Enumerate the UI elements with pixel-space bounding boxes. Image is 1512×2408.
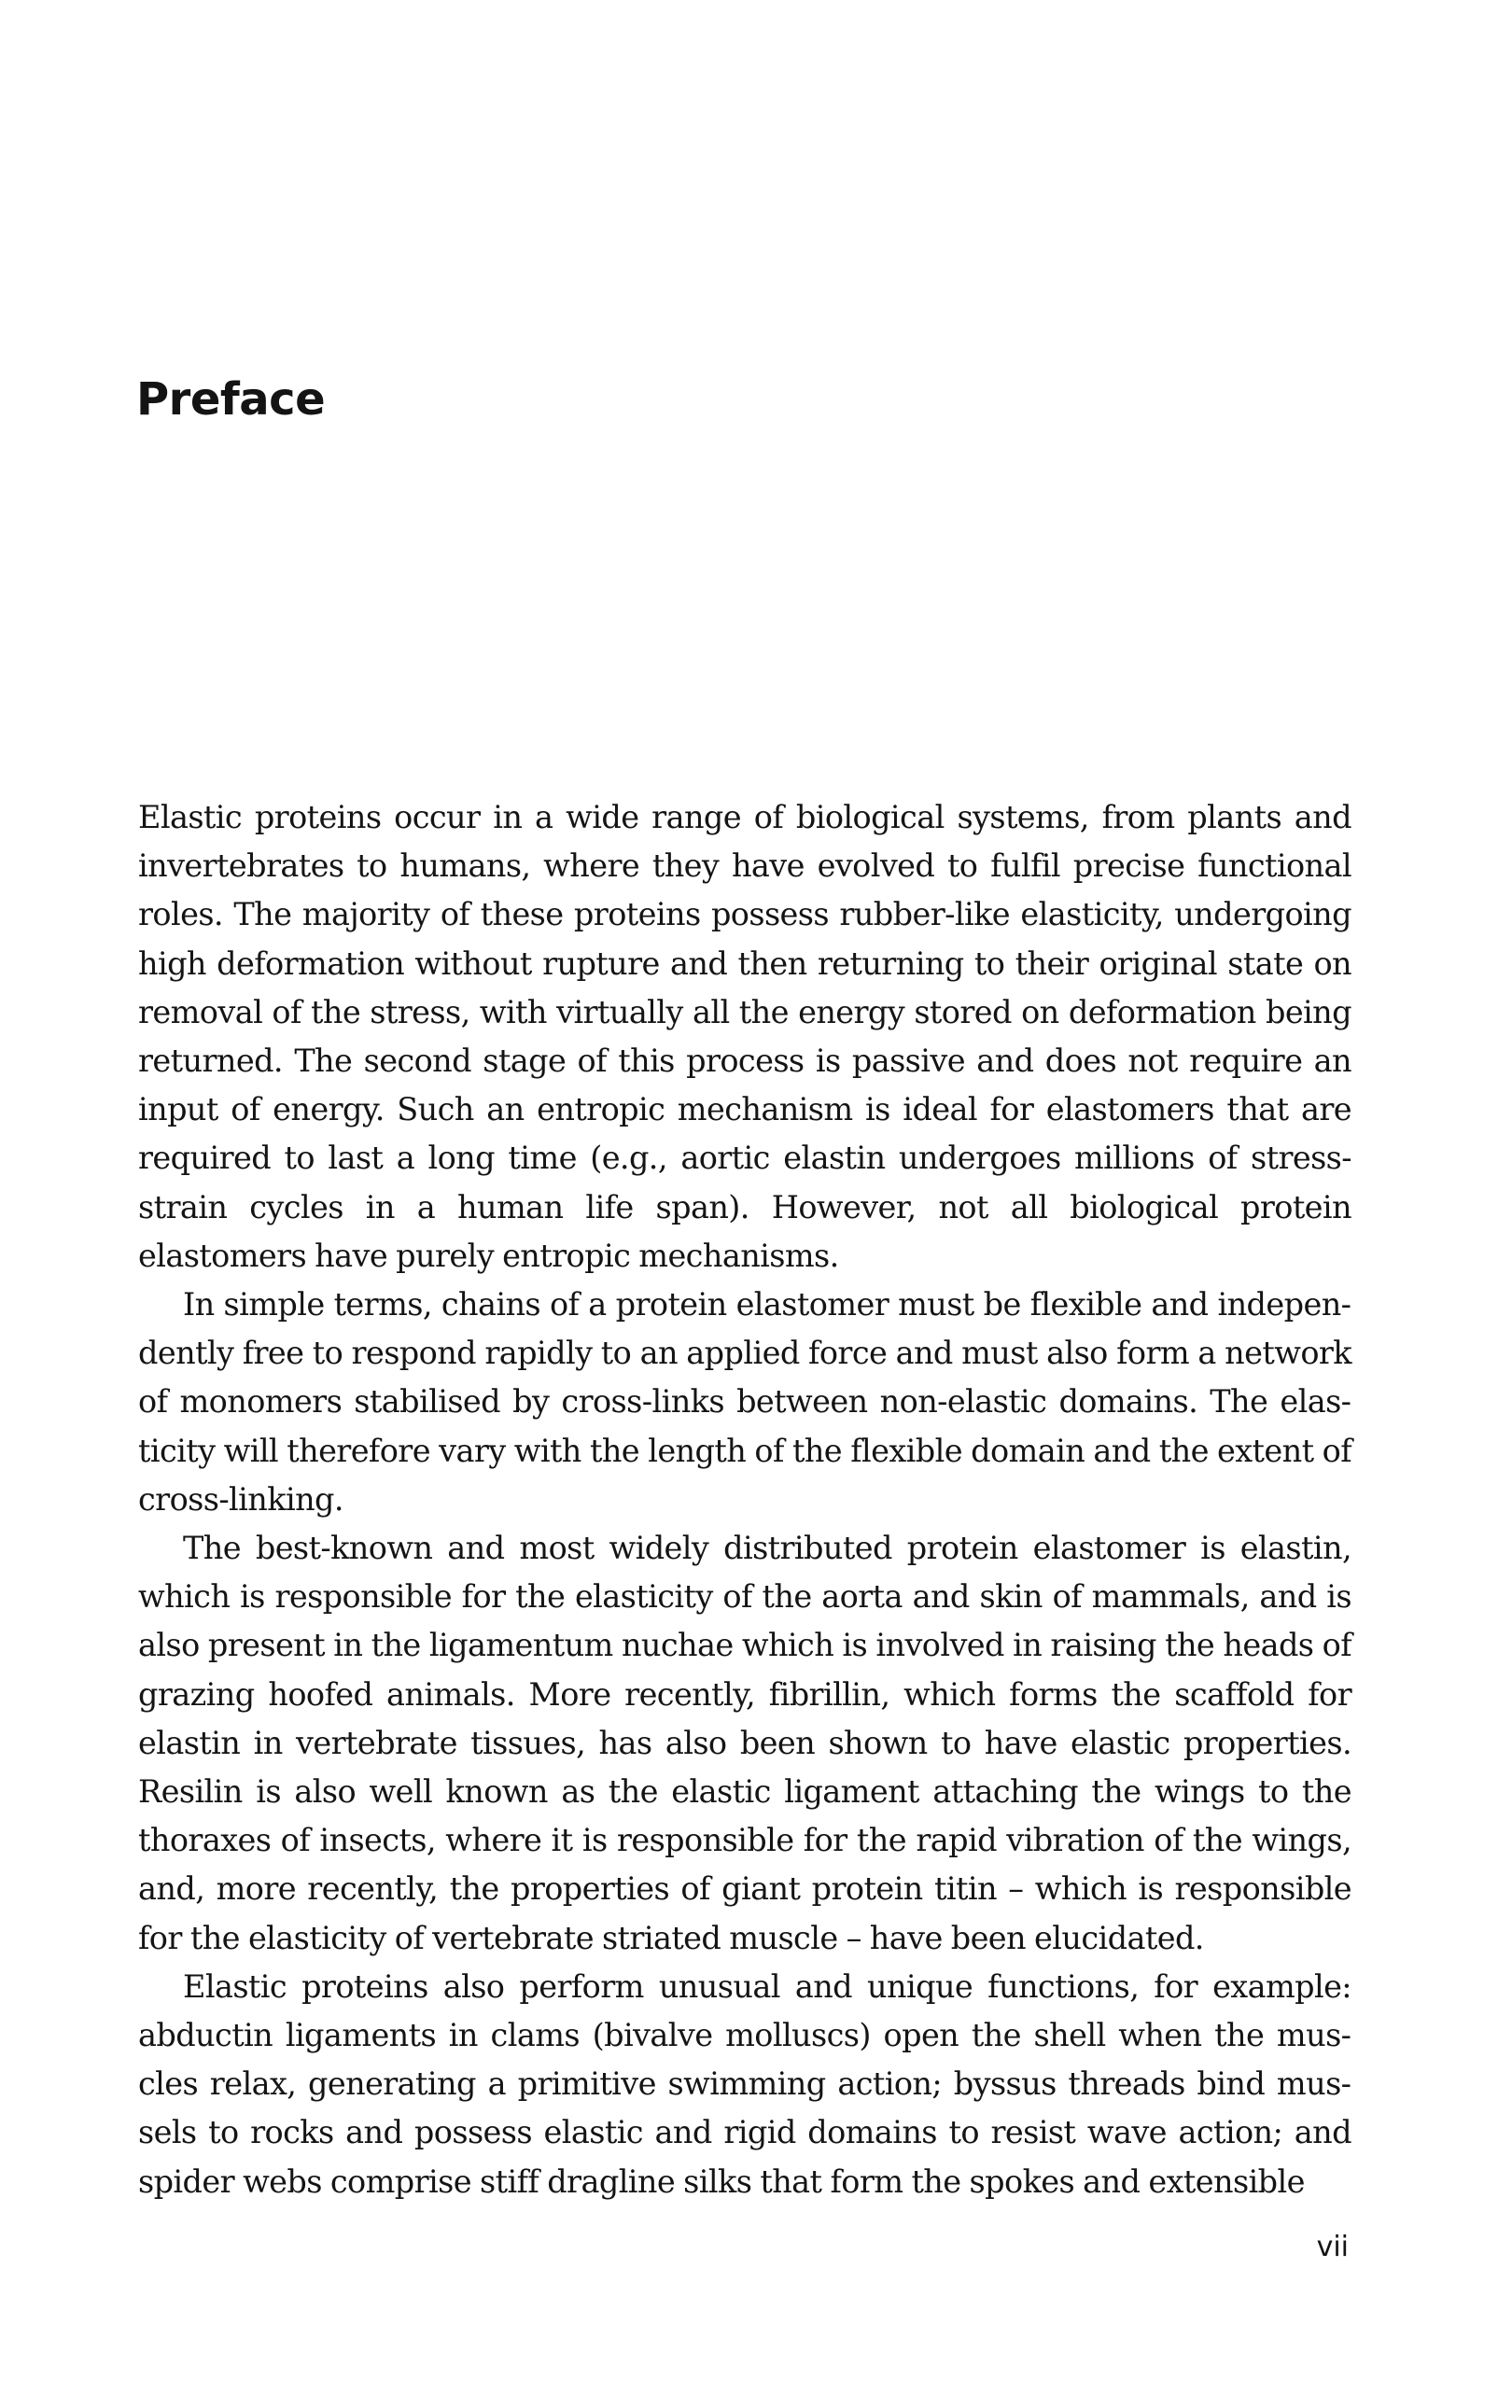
paragraph-2: In simple terms, chains of a protein elastomer must be flexible and independently free to respond rapidly to an applied force and must also form a network of monomers stabilised by cross-links between non-elastic domains. The elasticity will therefore vary with the length of the flexible domain and the extent of cross-linking. xyxy=(138,1286,1351,1518)
page-title: Preface xyxy=(136,373,326,426)
page-number: vii xyxy=(1316,2231,1349,2263)
preface-body xyxy=(138,793,1351,2206)
paragraph-1: Elastic proteins occur in a wide range of biological systems, from plants and invertebrates to humans, where they have evolved to fulfil precise functional roles. The majority of these proteins possess rubber-like elasticity, undergoing high deformation without rupture and then returning to their original state on removal of the stress, with virtually all the energy stored on deformation being returned. The second stage of this process is passive and does not require an input of energy. Such an entropic mechanism is ideal for elastomers that are required to last a long time (e.g., aortic elastin undergoes millions of stress-strain cycles in a human life span). However, not all biological protein elastomers have purely entropic mechanisms. xyxy=(138,799,1351,1274)
paragraph-4: Elastic proteins also perform unusual and unique functions, for example: abductin ligaments in clams (bivalve molluscs) open the shell when the muscles relax, generating a primitive swimming action; byssus threads bind mussels to rocks and possess elastic and rigid domains to resist wave action; and spider webs comprise stiff dragline silks that form the spokes and extensible xyxy=(138,1967,1351,2200)
paragraph-3: The best-known and most widely distributed protein elastomer is elastin, which is responsible for the elasticity of the aorta and skin of mammals, and is also present in the ligamentum nuchae which is involved in raising the heads of grazing hoofed animals. More recently, fibrillin, which forms the scaffold for elastin in vertebrate tissues, has also been shown to have elastic properties. Resilin is also well known as the elastic ligament attaching the wings to the thoraxes of insects, where it is responsible for the rapid vibration of the wings, and, more recently, the properties of giant protein titin – which is responsible for the elasticity of vertebrate striated muscle – have been elucidated. xyxy=(138,1530,1351,1956)
